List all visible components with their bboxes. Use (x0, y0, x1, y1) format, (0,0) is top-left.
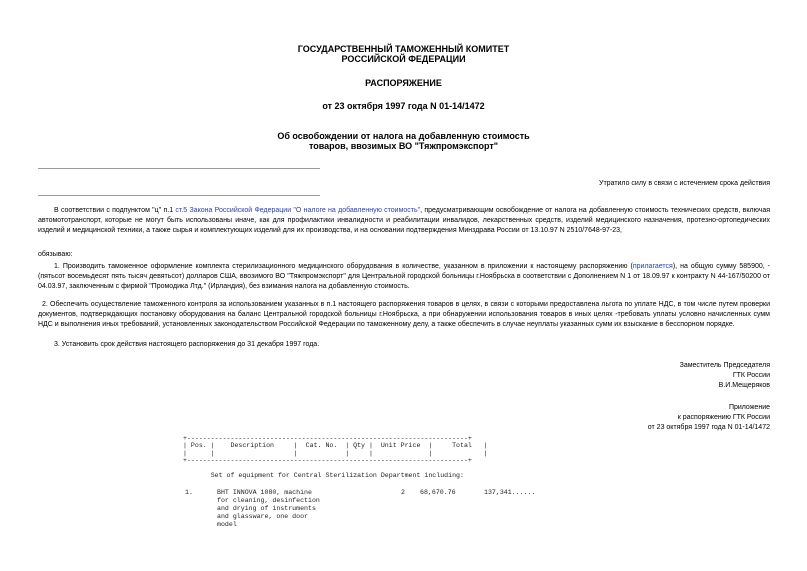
table-row-qty: 2 (401, 489, 405, 496)
appendix-label: Приложение (728, 404, 770, 411)
law-link[interactable]: ст.5 Закона Российской Федерации "О налоге на добавленную стоимость" (175, 207, 421, 214)
divider-top (38, 168, 320, 169)
table-border-mid: +-----------------------------------------------------------------------+ (183, 457, 472, 464)
item-1-text-b: ), на общую сумму 585900, - (пятьсот восемьдесят пять тысяч девятьсот) долларов США, ввозимого ВО "Тяжпромэкспорт" для Центральной городской больницы г.Ноябрьска в соответствии с Дополнением N 1 от 18.09.97 к контракту N 44-167/50200 от 04.03.97, заключенным с фирмой "Промодика Лтд." (Ирландия), без взимания налога на добавленную стоимость. (38, 263, 771, 290)
table-header-blank: | | | | | | | (183, 450, 488, 457)
item-1 (38, 262, 770, 292)
appendix-link[interactable]: прилагается (632, 263, 673, 270)
table-header-row: | Pos. | Description | Cat. No. | Qty | Unit Price | Total | (183, 442, 488, 449)
item-1-text-a: 1. Производить таможенное оформление комплекта стерилизационного медицинского оборудования в количестве, указанном в приложении к настоящему распоряжению ( (54, 263, 633, 270)
signature-title: Заместитель Председателя (679, 362, 770, 369)
table-row-desc-1: BHT INNOVA 1080, machine (217, 489, 312, 496)
appendix-ref: к распоряжению ГТК России (677, 414, 770, 421)
table-row-desc-4: and glassware, one door (217, 513, 309, 520)
table-row-desc-2: for cleaning, desinfection (217, 497, 320, 504)
appendix-date: от 23 октября 1997 года N 01-14/1472 (647, 424, 770, 431)
doc-type: РАСПОРЯЖЕНИЕ (365, 78, 442, 88)
table-row-pos: 1. (185, 489, 193, 496)
table-set-line: Set of equipment for Central Sterilization Department including: (183, 472, 464, 479)
table-row-desc-3: and drying of instruments (217, 505, 316, 512)
preamble-text-2: , предусматривающим освобождение от налога на добавленную стоимость технических средств, включая автомототранспорт, которые не могут быть использованы иначе, как для профилактики инвалидности и реабилитации инвалидов, лекарственных средств, изделий медицинского назначения, протезно-ортопедических изделий и медицинской техники, а также сырья и комплектующих изделий для их производства, и на основании подтверждения Минздрава России от 13.10.97 N 2510/7648-97-23, (38, 207, 771, 234)
doc-title-line1: Об освобождении от налога на добавленную стоимость (277, 131, 530, 141)
preamble-text-1: В соответствии с подпунктом "ц" п.1 (54, 207, 176, 214)
doc-title-line2: товаров, ввозимых ВО "Тяжпромэкспорт" (308, 141, 499, 151)
obligate-text: обязываю: (38, 251, 73, 258)
signature-org: ГТК России (732, 372, 770, 379)
table-row-desc-5: model (217, 521, 237, 528)
preamble-paragraph (38, 206, 770, 236)
org-name-line1: ГОСУДАРСТВЕННЫЙ ТАМОЖЕННЫЙ КОМИТЕТ (297, 44, 510, 54)
table-row-price: 68,670.76 (420, 489, 456, 496)
table-row-total: 137,341...... (484, 489, 536, 496)
status-note: Утратило силу в связи с истечением срока действия (599, 180, 770, 187)
item-2: 2. Обеспечить осуществление таможенного контроля за использованием указанных в п.1 настоящего распоряжения товаров в целях, в связи с которыми предоставлена льгота по уплате НДС, в том числе путем проверки документов, подтверждающих постановку оборудования на баланс Центральной городской больницы г.Ноябрьска, а при обнаружении использования товаров в иных целях -требовать уплаты условно начисленных сумм НДС и выполнения иных требований, установленных законодательством Российской Федерации по таможенному делу, а также обеспечить в случае неуплаты указанных сумм их взыскание в бесспорном порядке. (38, 301, 770, 328)
divider-bottom (38, 195, 320, 196)
signature-name: В.И.Мещеряков (718, 382, 770, 389)
table-border-top: +-----------------------------------------------------------------------+ (183, 435, 472, 442)
org-name-line2: РОССИЙСКОЙ ФЕДЕРАЦИИ (341, 54, 466, 64)
doc-date: от 23 октября 1997 года N 01-14/1472 (322, 101, 485, 111)
item-3: 3. Установить срок действия настоящего распоряжения до 31 декабря 1997 года. (54, 341, 320, 348)
